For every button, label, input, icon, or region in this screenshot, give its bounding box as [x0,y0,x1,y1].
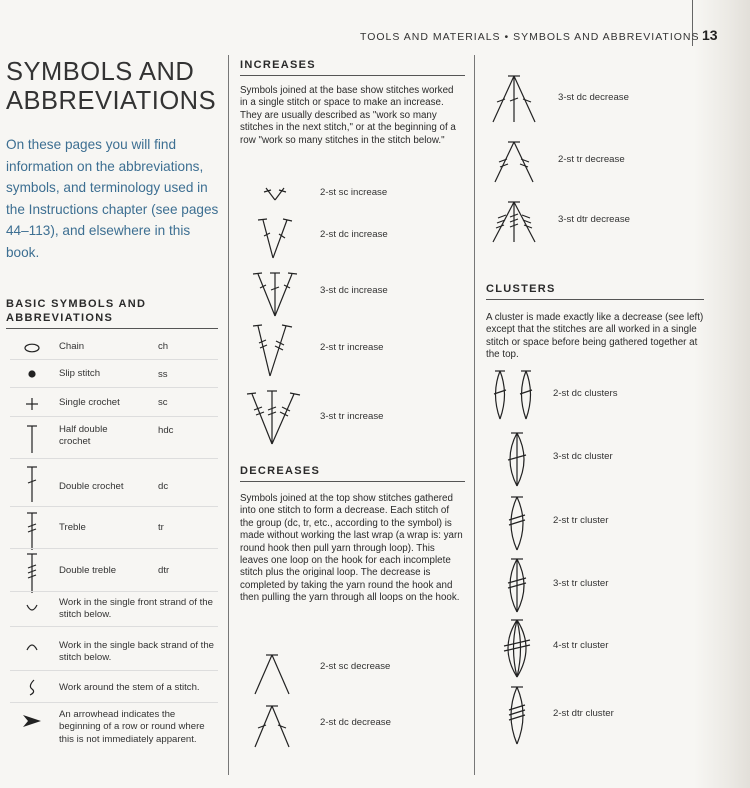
dc-cluster-3-icon [502,430,532,488]
basic-abbr-tr: tr [158,522,164,533]
back-strand-arc-icon [24,641,40,651]
tr-increase-3-icon [244,388,304,446]
cluster-label-tr-4: 4-st tr cluster [553,640,609,651]
dtr-decrease-3-icon [489,198,539,244]
clusters-description: A cluster is made exactly like a decrease (see left) except that the stitches are all worked in a single stitch or space before being gathered together at the top. [486,312,704,361]
basic-label-back-strand: Work in the single back strand of the stitch below. [59,640,215,664]
row-rule [10,458,218,459]
column-separator-1 [228,55,229,775]
chain-oval-icon [24,342,40,354]
basic-abbr-sc: sc [158,397,168,408]
clusters-heading-rule [486,299,704,300]
dc-increase-3-icon [250,270,300,318]
increases-heading: INCREASES [240,59,316,71]
sc-decrease-2-icon [251,652,293,696]
basic-label-around-stem: Work around the stem of a stitch. [59,682,200,693]
dc-decrease-3-icon [489,72,539,124]
intro-paragraph: On these pages you will find information on the abbreviations, symbols, and terminology used in the Instructions chapter (see pages 44–113), and elsewhere in this book. [6,137,219,260]
page-title-line2: ABBREVIATIONS [6,87,217,115]
increases-heading-rule [240,75,465,76]
increase-label-dc-2: 2-st dc increase [320,229,388,240]
decrease-label-tr-2: 2-st tr decrease [558,154,625,165]
clusters-heading: CLUSTERS [486,283,556,295]
tr-cluster-4-icon [498,617,536,679]
page-title [6,58,216,116]
basic-abbr-chain: ch [158,341,169,352]
increase-label-tr-3: 3-st tr increase [320,411,384,422]
basic-heading-line1: BASIC SYMBOLS AND [6,298,147,310]
page-gutter-shadow [694,0,750,788]
dc-decrease-2-icon [251,703,293,749]
decreases-heading-rule [240,481,465,482]
double-treble-icon [24,552,40,594]
column-separator-2 [474,55,475,775]
double-crochet-icon [24,465,40,503]
basic-label-sc: Single crochet [59,397,120,408]
dtr-cluster-2-icon [502,684,532,746]
cluster-label-tr-2: 2-st tr cluster [553,515,609,526]
page-number: 13 [702,27,718,43]
basic-abbr-dc: dc [158,481,169,492]
row-rule [10,506,218,507]
increases-description: Symbols joined at the base show stitches worked in a single stitch or space to make an increase. They are usually described as "work so many stitches in the next stitch," or at the beginning of a row "work so many stitches in the stitch below." [240,85,456,146]
increase-label-tr-2: 2-st tr increase [320,342,384,353]
dc-increase-2-icon [255,216,295,260]
tr-cluster-3-icon [502,556,532,614]
basic-label-arrowhead: An arrowhead indicates the beginning of a row or round where this is not immediately apparent. [59,709,205,745]
decrease-label-dc-3: 3-st dc decrease [558,92,629,103]
dc-clusters-2-icon [489,368,541,422]
tr-increase-2-icon [250,322,296,378]
row-rule [10,359,218,360]
running-header: TOOLS AND MATERIALS • SYMBOLS AND ABBREVIATIONS [360,31,700,43]
increase-label-sc-2: 2-st sc increase [320,187,388,198]
increase-label-dc-3: 3-st dc increase [320,285,388,296]
basic-label-chain: Chain [59,341,85,352]
sc-increase-2-icon [262,186,288,202]
basic-abbr-slip: ss [158,369,168,380]
decrease-label-dc-2: 2-st dc decrease [320,717,391,728]
basic-label-dc: Double crochet [59,481,124,492]
decreases-heading: DECREASES [240,465,321,477]
cluster-label-dtr-2: 2-st dtr cluster [553,708,614,719]
basic-abbr-dtr: dtr [158,565,170,576]
row-rule [10,670,218,671]
front-strand-arc-icon [24,603,40,613]
slip-stitch-dot-icon [24,368,40,380]
basic-label-dtr: Double treble [59,565,117,576]
row-rule [10,591,218,592]
row-rule [10,548,218,549]
basic-label-hdc: Half double crochet [59,424,108,448]
treble-icon [24,511,40,551]
around-stem-hook-icon [24,678,40,696]
row-rule [10,416,218,417]
basic-label-slip: Slip stitch [59,368,101,379]
cluster-label-tr-3: 3-st tr cluster [553,578,609,589]
basic-heading-line2: ABBREVIATIONS [6,312,114,324]
tr-cluster-2-icon [502,494,532,552]
half-double-crochet-icon [24,424,40,454]
decreases-description: Symbols joined at the top show stitches gathered into one stitch to form a decrease. Each stitch of the group (dc, tr, etc., according to the symbol) is made without working the last wrap (a wrap is: yarn round hook then pull yarn through loop). This leaves one loop on the hook for each incomplete stitch plus the original loop. The decrease is completed by taking the yarn round the hook and then pulling the yarn through all loops on the hook. [240,493,463,604]
decrease-label-dtr-3: 3-st dtr decrease [558,214,630,225]
basic-heading-rule [6,328,218,329]
row-rule [10,387,218,388]
cluster-label-dc-3: 3-st dc cluster [553,451,613,462]
row-rule [10,626,218,627]
tr-decrease-2-icon [491,138,537,184]
basic-label-tr: Treble [59,522,86,533]
single-crochet-cross-icon [24,396,40,412]
arrowhead-icon [22,713,42,729]
cluster-label-dc-2: 2-st dc clusters [553,388,618,399]
basic-label-front-strand: Work in the single front strand of the stitch below. [59,597,213,621]
row-rule [10,702,218,703]
page-title-line1: SYMBOLS AND [6,58,195,86]
basic-abbr-hdc: hdc [158,425,174,436]
decrease-label-sc-2: 2-st sc decrease [320,661,391,672]
